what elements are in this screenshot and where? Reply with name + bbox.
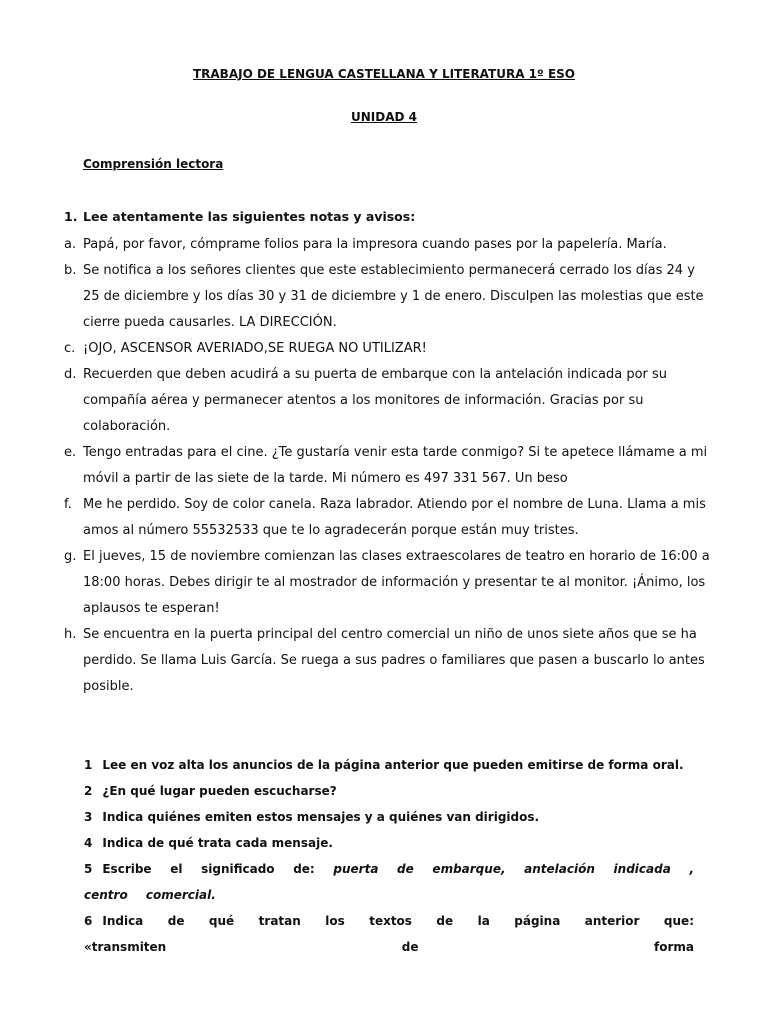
question-number: 3 [84, 810, 93, 824]
note-text: ¡OJO, ASCENSOR AVERIADO,SE RUEGA NO UTILIZAR! [83, 341, 427, 356]
document-title: TRABAJO DE LENGUA CASTELLANA Y LITERATURA 1º ESO [192, 67, 576, 81]
question-text: Escribe el significado de: [102, 862, 315, 876]
note-text: Se notifica a los señores clientes que este establecimiento permanecerá cerrado los días 24 y 25 de diciembre y los días 30 y 31 de diciembre y 1 de enero. Disculpen las molestias que este cierre pueda causarles. LA DIRECCIÓN. [83, 263, 704, 330]
question-item [84, 778, 694, 804]
note-item [64, 440, 714, 492]
note-letter: d. [64, 367, 77, 382]
note-item [64, 362, 714, 440]
note-text: Tengo entradas para el cine. ¿Te gustaría venir esta tarde conmigo? Si te apetece llámame a mi móvil a partir de las siete de la tarde. Mi número es 497 331 567. Un beso [83, 445, 708, 486]
question-item [84, 856, 694, 908]
note-letter: c. [64, 341, 76, 356]
note-item [64, 336, 714, 362]
note-letter: h. [64, 627, 77, 642]
question-number: 2 [84, 784, 93, 798]
question-number: 5 [84, 862, 93, 876]
note-text: Papá, por favor, cómprame folios para la impresora cuando pases por la papelería. María. [83, 237, 667, 252]
question-terms: puerta de embarque, antelación indicada , centro comercial. [84, 862, 695, 902]
note-item [64, 492, 714, 544]
note-item [64, 258, 714, 336]
note-item [64, 232, 714, 258]
note-letter: e. [64, 445, 77, 460]
note-letter: g. [64, 549, 77, 564]
note-text: Me he perdido. Soy de color canela. Raza labrador. Atiendo por el nombre de Luna. Llama a mis amos al número 55532533 que te lo agradecerán porque están muy tristes. [83, 497, 706, 538]
question-text: Indica de qué trata cada mensaje. [102, 836, 333, 850]
question-text: ¿En qué lugar pueden escucharse? [102, 784, 337, 798]
note-text: El jueves, 15 de noviembre comienzan las clases extraescolares de teatro en horario de 16:00 a 18:00 horas. Debes dirigir te al mostrador de información y presentar te al monitor. ¡Ánimo, los aplausos te esperan! [83, 549, 710, 616]
questions-list [84, 752, 694, 960]
exercise-heading [64, 209, 415, 224]
question-number: 6 [84, 914, 93, 928]
unit-title: UNIDAD 4 [351, 110, 417, 124]
exercise-heading-text: Lee atentamente las siguientes notas y avisos: [83, 209, 416, 224]
question-number: 1 [84, 758, 93, 772]
exercise-number: 1. [64, 209, 78, 224]
note-letter: b. [64, 263, 77, 278]
note-item [64, 544, 714, 622]
note-text: Recuerden que deben acudirá a su puerta de embarque con la antelación indicada por su compañía aérea y permanecer atentos a los monitores de información. Gracias por su colaboración. [83, 367, 668, 434]
question-number: 4 [84, 836, 93, 850]
note-text: Se encuentra en la puerta principal del centro comercial un niño de unos siete años que se ha perdido. Se llama Luis García. Se ruega a sus padres o familiares que pasen a buscarlo lo antes posible. [83, 627, 705, 694]
question-item [84, 752, 694, 778]
question-text: Lee en voz alta los anuncios de la página anterior que pueden emitirse de forma oral. [102, 758, 684, 772]
question-text: Indica de qué tratan los textos de la página anterior que: «transmiten de forma [84, 914, 694, 954]
note-letter: f. [64, 497, 72, 512]
note-item [64, 622, 714, 700]
question-item [84, 830, 694, 856]
question-text: Indica quiénes emiten estos mensajes y a quiénes van dirigidos. [102, 810, 540, 824]
notes-list [64, 232, 714, 700]
question-item [84, 908, 694, 960]
section-title: Comprensión lectora [83, 157, 224, 171]
question-item [84, 804, 694, 830]
note-letter: a. [64, 237, 77, 252]
